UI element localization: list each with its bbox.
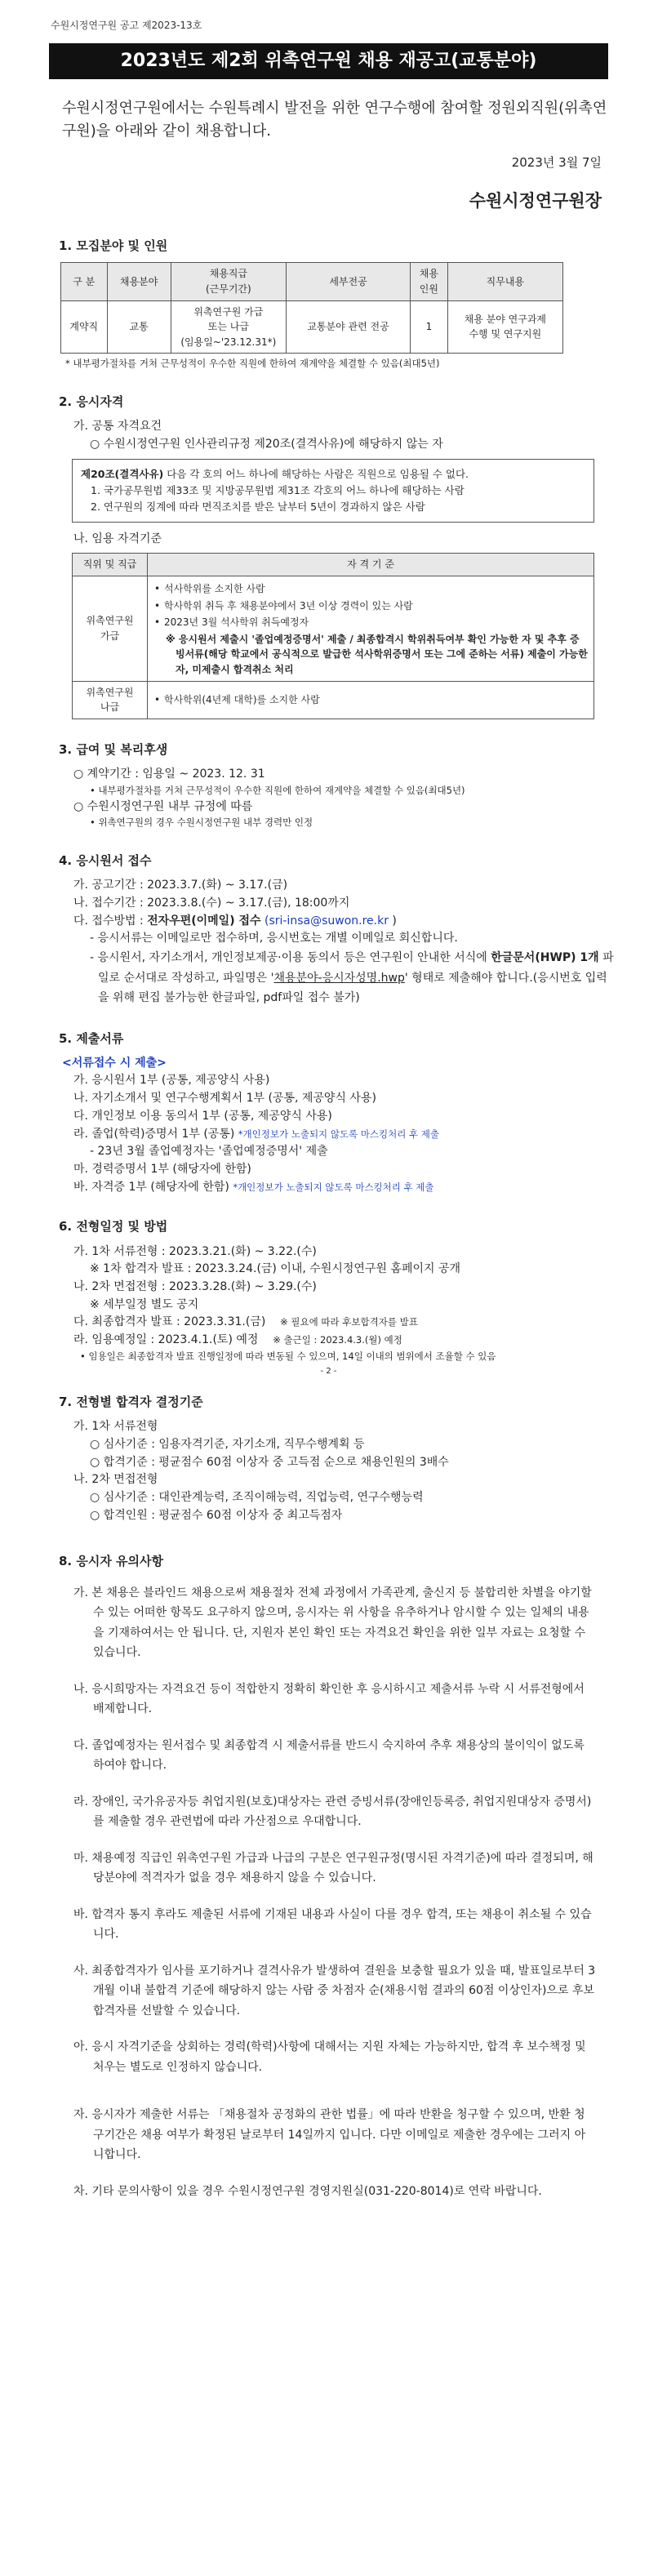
list-item: • 학사학위(4년제 대학)를 소지한 사람 [153, 692, 589, 708]
section-application [41, 852, 616, 1008]
table-cell [148, 681, 594, 719]
section-title: 7. 전형별 합격자 결정기준 [59, 1394, 203, 1409]
box-heading [81, 466, 585, 483]
table-row [61, 300, 563, 354]
list-item: - 응시서류는 이메일로만 접수하며, 응시번호는 개별 이메일로 회신합니다. [90, 932, 458, 945]
list-item-text: 다. 최종합격자 발표 : 2023.3.31.(금) [73, 1315, 266, 1329]
footnote: * 내부평가절차를 거쳐 근무성적이 우수한 직원에 한하여 재계약을 체결할 수 있음(최대5년) [65, 358, 440, 370]
subheading: 나. 임용 자격기준 [73, 532, 162, 545]
list-item-text: 바. 자격증 1부 (해당자에 한함) [73, 1180, 229, 1194]
list-item: 1. 국가공무원법 제33조 및 지방공무원법 제31조 각호의 어느 하나에 해당하는 사람 [91, 483, 465, 496]
list-item: ○ 계약기간 : 임용일 ~ 2023. 12. 31 [73, 767, 265, 781]
list-item: 가. 응시원서 1부 (공통, 제공양식 사용) [73, 1074, 270, 1088]
list-item: 나. 접수기간 : 2023.3.8.(수) ~ 3.17.(금), 18:00까지 [73, 896, 350, 910]
list-item: • 위촉연구원의 경우 수원시정연구원 내부 경력만 인정 [90, 816, 313, 829]
table-header-cell: 채용직급 (근무기간) [171, 263, 286, 300]
table-cell: 교통분야 관련 전공 [286, 300, 410, 354]
section-title: 3. 급여 및 복리후생 [59, 741, 168, 757]
issuer-name: 수원시정연구원장 [469, 190, 602, 211]
schedule-note: ※ 필요에 따라 후보합격자를 발표 [280, 1316, 418, 1328]
section-qualifications [41, 393, 616, 719]
list-item: - 23년 3월 졸업예정자는 '졸업예정증명서' 제출 [90, 1145, 328, 1159]
list-item: ○ 합격인원 : 평균점수 60점 이상자 중 최고득점자 [90, 1508, 343, 1522]
table-cell: 채용 분야 연구과제 수행 및 연구지원 [447, 300, 562, 354]
notice-item: 사. 최종합격자가 임사를 포기하거나 결격사유가 발생하여 결원을 보충할 필요가 있을 때, 발표일로부터 3개월 이내 불합격 기준에 해당하지 않는 사람 중 차점자 순(채용시험 결과의 60점 이상인자)으로 후보합격자를 선발할 수 있습니다. [73, 1964, 596, 2018]
disqualification-box [72, 459, 594, 523]
table-cell: 위촉연구원 가급 [73, 576, 148, 682]
schedule-note: ※ 출근일 : 2023.4.3.(월) 예정 [273, 1333, 402, 1346]
criteria-note: ※ 응시원서 제출시 '졸업예정증명서' 제출 / 최종합격시 학위취득여부 확인 가능한 자 및 추후 증빙서류(해당 학교에서 공식적으로 발급한 석사학위증명서 또는 그에 준하는 서류) 제출이 가능한자, 미제출시 합격취소 처리 [166, 633, 588, 675]
list-item: ○ 수원시정연구원 인사관리규정 제20조(결격사유)에 해당하지 않는 자 [90, 438, 443, 452]
section-documents [41, 1030, 616, 1197]
subheading: <서류접수 시 제출> [62, 1056, 167, 1070]
list-item: • 2023년 3월 석사학위 취득예정자 [153, 615, 589, 630]
notice-item: 아. 응시 자격기준을 상회하는 경력(학력)사항에 대해서는 지원 자체는 가능하지만, 합격 후 보수책정 및 처우는 별도로 인정하지 않습니다. [73, 2040, 586, 2074]
section-notes [41, 1552, 616, 2201]
email-link[interactable]: (sri-insa@suwon.re.kr [260, 914, 389, 928]
list-item: 가. 공고기간 : 2023.3.7.(화) ~ 3.17.(금) [73, 879, 288, 892]
table-cell: 교통 [107, 300, 171, 354]
file-format: 한글문서(HWP) 1개 [491, 951, 599, 965]
list-item-text: 라. 졸업(학력)증명서 1부 (공통) [73, 1127, 235, 1141]
list-item [73, 1332, 616, 1350]
table-header-cell: 세부전공 [286, 263, 410, 300]
subheading: 가. 공통 자격요건 [73, 420, 162, 434]
table-cell [148, 576, 594, 682]
notice-item: 자. 응시자가 제출한 서류는 「채용절차 공정화의 관한 법률」에 따라 반환을 청구할 수 있으며, 반환 청구기간은 채용 여부가 확정된 날로부터 14일까지 입니다. 다만 이메일로 제출한 경우에는 그러지 아니합니다. [73, 2108, 586, 2162]
notice-date: 2023년 3월 7일 [511, 155, 602, 171]
table-header-cell: 채용분야 [107, 263, 171, 300]
table-row [73, 681, 594, 719]
list-item [73, 1179, 616, 1197]
list-item: • 내부평가절차를 거쳐 근무성적이 우수한 직원에 한하여 재계약을 체결할 수 있음(최대5년) [90, 784, 465, 796]
file-name-format: 채용분야-응시자성명.hwp [273, 971, 405, 985]
application-method: 전자우편(이메일) 접수 [147, 914, 261, 928]
page-number: - 2 - [320, 1367, 337, 1377]
criteria-list [153, 581, 589, 630]
table-header-cell: 구 분 [61, 263, 108, 300]
list-item-text: 라. 임용예정일 : 2023.4.1.(토) 예정 [73, 1332, 259, 1346]
table-row [73, 576, 594, 682]
box-heading-label: 제20조(결격사유) [81, 467, 164, 480]
section-selection-criteria [41, 1393, 616, 1524]
list-item: 마. 경력증명서 1부 (해당자에 한함) [73, 1162, 251, 1176]
list-item: ○ 수원시정연구원 내부 규정에 따름 [73, 799, 253, 813]
table-header-row [61, 263, 563, 300]
table-cell: 계약직 [61, 300, 108, 354]
submission-instruction-mid: 파일로 순서대로 작성하고, 파일명은 ' [98, 951, 614, 985]
notice-item: 가. 본 채용은 블라인드 채용으로써 채용절차 전체 과정에서 가족관계, 출신지 등 불합리한 차별을 야기할 수 있는 어떠한 항목도 요구하지 않으며, 응시자는 위 사항을 유추하거나 암시할 수 있는 일체의 내용을 기재하여서는 안 됩니다. 단, 지원자 본인 확인 또는 자격요건 확인을 위한 일부 자료는 요청할 수 있습니다. [73, 1586, 592, 1660]
section-title: 2. 응시자격 [59, 394, 124, 410]
list-item: 가. 1차 서류전형 : 2023.3.21.(화) ~ 3.22.(수) [73, 1244, 317, 1258]
section-recruitment [41, 237, 616, 371]
table-header-row [73, 554, 594, 576]
intro-paragraph: 수원시정연구원에서는 수원특례시 발전을 위한 연구수행에 참여할 정원외직원(위촉연구원)을 아래와 같이 채용합니다. [62, 99, 607, 140]
application-method-label: 다. 접수방법 : [73, 914, 148, 928]
notice-item: 나. 응시희망자는 자격요건 등이 적합한지 정확히 확인한 후 응시하시고 제출서류 누락 시 서류전형에서 배제합니다. [73, 1682, 585, 1716]
application-method-end: ) [388, 914, 397, 928]
list-item: • 석사학위를 소지한 사람 [153, 581, 589, 597]
table-header-cell: 채용 인원 [411, 263, 448, 300]
list-item: ○ 심사기준 : 대인관계능력, 조직이해능력, 직업능력, 연구수행능력 [90, 1490, 424, 1504]
list-item [90, 948, 616, 1008]
list-item [73, 1314, 616, 1332]
list-item: ○ 합격기준 : 평균점수 60점 이상자 중 고득점 순으로 채용인원의 3배수 [90, 1455, 449, 1469]
subheading: 가. 1차 서류전형 [73, 1420, 158, 1434]
list-item: • 학사학위 취득 후 채용분야에서 3년 이상 경력이 있는 사람 [153, 598, 589, 614]
notice-title-banner: 2023년도 제2회 위촉연구원 채용 재공고(교통분야) [49, 43, 608, 79]
section-schedule [41, 1217, 616, 1378]
section-title: 5. 제출서류 [59, 1030, 124, 1046]
table-header-cell: 자 격 기 준 [148, 554, 594, 576]
document-number: 수원시정연구원 공고 제2023-13호 [51, 20, 202, 31]
qualification-table [72, 553, 594, 719]
masking-note: *개인정보가 노출되지 않도록 마스킹처리 후 제출 [238, 1128, 439, 1140]
section-title: 1. 모집분야 및 인원 [59, 238, 168, 254]
subheading: 나. 2차 면접전형 [73, 1473, 158, 1487]
notice-item: 마. 채용예정 직급인 위촉연구원 가급과 나급의 구분은 연구원규정(명시된 자격기준)에 따라 결정되며, 해당분야에 적격자가 없을 경우 채용하지 않을 수 있습니다. [73, 1851, 593, 1885]
list-item: 나. 자기소개서 및 연구수행계획서 1부 (공통, 제공양식 사용) [73, 1092, 376, 1106]
list-item [73, 1126, 616, 1144]
table-header-cell: 직위 및 직급 [73, 554, 148, 576]
notice-item: 다. 졸업예정자는 원서접수 및 최종합격 시 제출서류를 반드시 숙지하여 추후 채용상의 불이익이 없도록 하여야 합니다. [73, 1738, 585, 1773]
list-item: ○ 심사기준 : 임용자격기준, 자기소개, 직무수행계획 등 [90, 1437, 365, 1451]
masking-note: *개인정보가 노출되지 않도록 마스킹처리 후 제출 [233, 1181, 434, 1193]
list-item: 다. 개인정보 이용 동의서 1부 (공통, 제공양식 사용) [73, 1109, 332, 1123]
table-cell: 1 [411, 300, 448, 354]
section-title: 4. 응시원서 접수 [59, 853, 152, 869]
list-item [73, 913, 616, 931]
notice-item: 바. 합격자 통지 후라도 제출된 서류에 기재된 내용과 사실이 다를 경우 합격, 또는 채용이 취소될 수 있습니다. [73, 1907, 592, 1942]
table-header-cell: 직무내용 [447, 263, 562, 300]
notice-item: 라. 장애인, 국가유공자등 취업지원(보호)대상자는 관련 증빙서류(장애인등록증, 취업지원대상자 증명서)를 제출할 경우 관련법에 따라 가산점으로 우대합니다. [73, 1795, 592, 1829]
list-item: ※ 1차 합격자 발표 : 2023.3.24.(금) 이내, 수원시정연구원 홈페이지 공개 [90, 1262, 461, 1276]
section-title: 8. 응시자 유의사항 [59, 1554, 164, 1569]
list-item: 나. 2차 면접전형 : 2023.3.28.(화) ~ 3.29.(수) [73, 1279, 317, 1293]
submission-instruction-end: ' 형태로 제출해야 합니다.(응시번호 입력을 위해 편집 불가능한 한글파일, pdf파일 접수 불가) [98, 971, 607, 1005]
footnote: • 임용일은 최종합격자 발표 진행일정에 따라 변동될 수 있으며, 14일 이내의 범위에서 조율할 수 있음 [80, 1350, 496, 1362]
list-item: ※ 세부일정 별도 공지 [90, 1297, 199, 1311]
recruitment-table [60, 262, 563, 354]
box-heading-text: 다음 각 호의 어느 하나에 해당하는 사람은 직원으로 임용될 수 없다. [163, 467, 469, 480]
list-item: 2. 연구원의 징계에 따라 면직조치를 받은 날부터 5년이 경과하지 않은 사람 [91, 500, 425, 513]
section-title: 6. 전형일정 및 방법 [59, 1219, 168, 1235]
section-salary [41, 741, 616, 830]
criteria-list [153, 692, 589, 708]
notice-item: 차. 기타 문의사항이 있을 경우 수원시정연구원 경영지원실(031-220-8014)로 연락 바랍니다. [73, 2184, 542, 2198]
submission-instruction: - 응시원서, 자기소개서, 개인정보제공·이용 동의서 등은 연구원이 안내한 서식에 [90, 951, 491, 965]
table-cell: 위촉연구원 나급 [73, 681, 148, 719]
table-cell: 위촉연구원 가급 또는 나급 (임용일~'23.12.31*) [171, 300, 286, 354]
